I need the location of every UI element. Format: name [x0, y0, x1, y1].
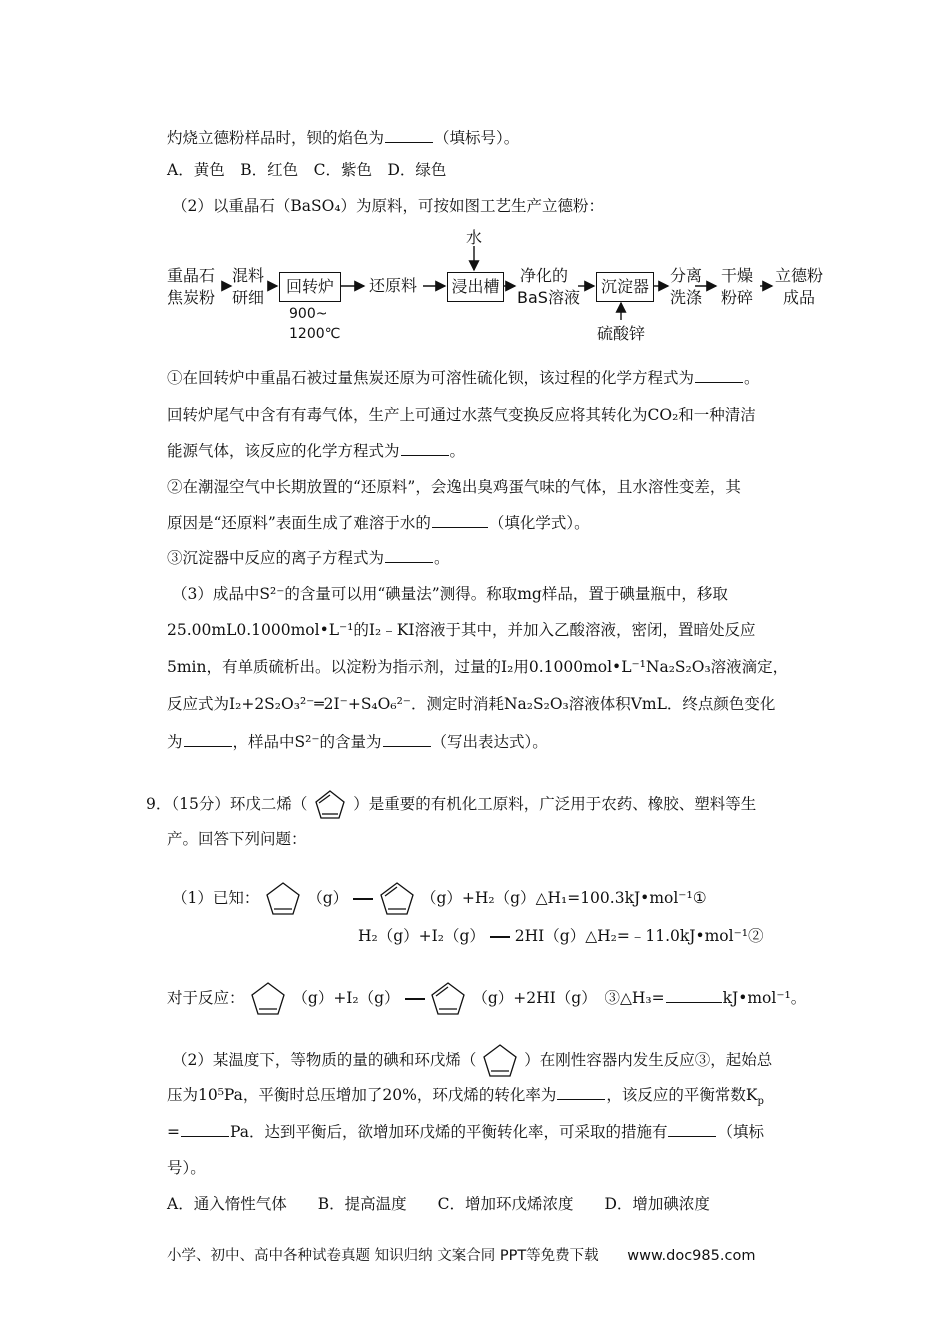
q8-part3-line5: 为 ，样品中S²⁻的含量为 （写出表达式）。 — [167, 733, 548, 751]
answer-blank[interactable] — [557, 1085, 605, 1100]
q9-part2-line2: 压为10⁵Pa，平衡时总压增加了20%，环戊烯的转化率为 ，该反应的平衡常数$K_p$ — [167, 1086, 764, 1108]
q8-sub1-line3: 能源气体，该反应的化学方程式为 。 — [167, 442, 466, 460]
answer-blank[interactable] — [184, 732, 232, 747]
q8-part3-line1: （3）成品中S²⁻的含量可以用“碘量法”测得。称取mg样品，置于碘量瓶中，移取 — [172, 585, 728, 603]
flow-product-2: 成品 — [783, 288, 816, 307]
flow-step1-b: 研细 — [232, 288, 265, 307]
q9-line2: 产。回答下列问题： — [167, 830, 307, 848]
flow-purified-2: BaS溶液 — [517, 288, 580, 307]
q8-line-1: 灼烧立德粉样品时，钡的焰色为 （填标号）。 — [167, 129, 520, 147]
q9-options: A．通入惰性气体 B．提高温度 C．增加环戊烯浓度 D．增加碘浓度 — [167, 1195, 710, 1213]
rotary-furnace-box: 回转炉 — [279, 272, 341, 302]
answer-blank[interactable] — [383, 732, 431, 747]
leaching-tank-box: 浸出槽 — [447, 272, 504, 302]
equilibrium-arrow — [353, 898, 373, 900]
q8-sub2-line2: 原因是“还原料”表面生成了难溶于水的 （填化学式）。 — [167, 514, 590, 532]
footer-text: 小学、初中、高中各种试卷真题 知识归纳 文案合同 PPT等免费下载 — [167, 1248, 599, 1264]
flow-dry-1: 干燥 — [721, 266, 754, 285]
answer-blank[interactable] — [666, 988, 722, 1003]
flow-reduced: 还原料 — [369, 276, 418, 295]
answer-blank[interactable] — [668, 1122, 716, 1137]
q8-options: A．黄色 B．红色 C．紫色 D．绿色 — [167, 161, 447, 179]
flow-temp-1: 900~ — [289, 306, 328, 322]
flow-product-1: 立德粉 — [775, 266, 824, 285]
settler-box: 沉淀器 — [596, 272, 654, 302]
cyclopentene-structure — [249, 980, 287, 1018]
q9-line1: 9．（15分）环戊二烯（ ）是重要的有机化工原料，广泛用于农药、橡胶、塑料等生 — [146, 788, 756, 822]
flow-water: 水 — [466, 228, 483, 247]
cyclopentene-structure — [481, 1042, 519, 1080]
flow-zinc-sulfate: 硫酸锌 — [597, 324, 646, 343]
answer-blank[interactable] — [432, 513, 488, 528]
flow-purified-1: 净化的 — [520, 266, 569, 285]
q9-eq3: 对于反应： （g）+I₂（g） （g）+2HI（g） ③△H₃= kJ•mol⁻¹。 — [167, 980, 806, 1018]
answer-blank[interactable] — [385, 548, 433, 563]
answer-blank[interactable] — [695, 368, 743, 383]
equilibrium-arrow — [405, 998, 425, 1000]
cyclopentene-structure — [264, 880, 302, 918]
q8-sub3-line1: ③沉淀器中反应的离子方程式为 。 — [167, 549, 450, 567]
footer-url[interactable]: www.doc985.com — [627, 1248, 756, 1264]
q9-part2-line4: 号）。 — [167, 1159, 206, 1177]
flow-sep-1: 分离 — [670, 266, 703, 285]
flow-dry-2: 粉碎 — [721, 288, 754, 307]
cyclopentadiene-structure — [312, 788, 348, 822]
flow-step1-a: 混料 — [232, 266, 265, 285]
equilibrium-arrow — [490, 936, 510, 938]
cyclopentadiene-structure — [429, 980, 467, 1018]
flow-input-2: 焦炭粉 — [167, 288, 216, 307]
q9-eq2: H₂（g）+I₂（g） 2HI（g）△H₂=﹣11.0kJ•mol⁻¹② — [358, 927, 764, 945]
answer-blank[interactable] — [401, 441, 449, 456]
q8-part3-line3: 5min，有单质硫析出。以淀粉为指示剂，过量的I₂用0.1000mol•L⁻¹Na₂S₂O₃溶液滴定， — [167, 658, 789, 676]
q8-sub1-line1: ①在回转炉中重晶石被过量焦炭还原为可溶性硫化钡，该过程的化学方程式为 。 — [167, 369, 760, 387]
q9-part2-line1: （2）某温度下，等物质的量的碘和环戊烯（ ）在刚性容器内发生反应③，起始总 — [172, 1042, 772, 1080]
page-footer — [167, 1244, 755, 1265]
q8-sub2-line1: ②在潮湿空气中长期放置的“还原料”，会逸出臭鸡蛋气味的气体，且水溶性变差，其 — [167, 478, 741, 496]
flow-sep-2: 洗涤 — [670, 288, 703, 307]
flow-temp-2: 1200℃ — [289, 326, 341, 342]
flow-input-1: 重晶石 — [167, 266, 216, 285]
q9-eq1: （1）已知： （g） （g）+H₂（g）△H₁=100.3kJ•mol⁻¹① — [172, 880, 707, 918]
answer-blank[interactable] — [181, 1122, 229, 1137]
cyclopentadiene-structure — [378, 880, 416, 918]
q8-part2-intro: （2）以重晶石（BaSO₄）为原料，可按如图工艺生产立德粉： — [172, 197, 605, 215]
q9-part2-line3: = Pa．达到平衡后，欲增加环戊烯的平衡转化率，可采取的措施有 （填标 — [167, 1123, 764, 1141]
q8-part3-line4: 反应式为I₂+2S₂O₃²⁻═2I⁻+S₄O₆²⁻．测定时消耗Na₂S₂O₃溶液体积VmL．终点颜色变化 — [167, 695, 776, 713]
q8-part3-line2: 25.00mL0.1000mol•L⁻¹的I₂﹣KI溶液于其中，并加入乙酸溶液，密闭，置暗处反应 — [167, 621, 756, 639]
q8-sub1-line2: 回转炉尾气中含有有毒气体，生产上可通过水蒸气变换反应将其转化为CO₂和一种清洁 — [167, 406, 756, 424]
answer-blank[interactable] — [385, 128, 433, 143]
